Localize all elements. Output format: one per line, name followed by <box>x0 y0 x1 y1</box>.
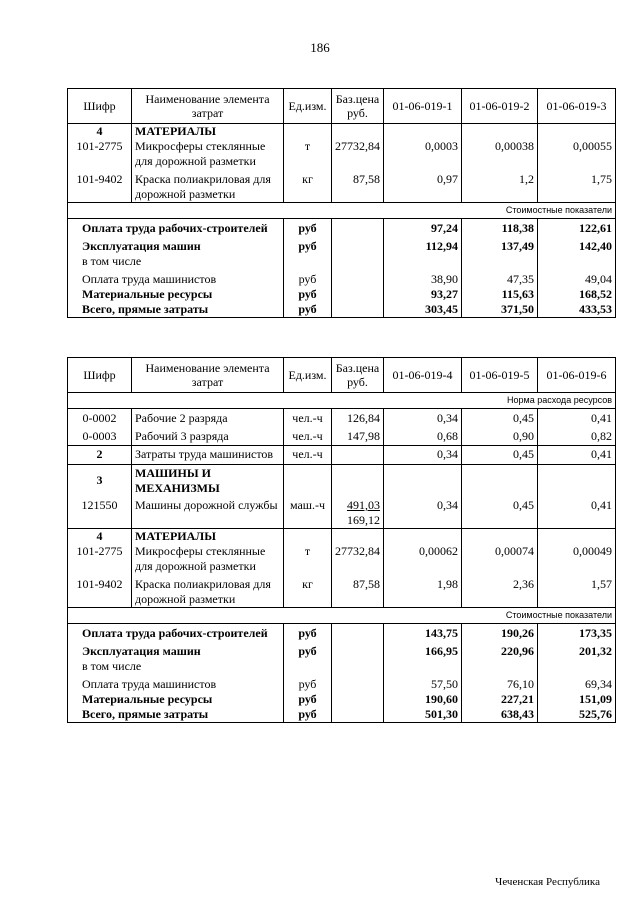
row-name: Рабочие 2 разряда <box>132 409 284 427</box>
cost-value: 137,49 <box>462 236 538 269</box>
row-code: 101-2775 <box>68 544 132 574</box>
cost-label-row <box>68 608 616 624</box>
table-row <box>68 169 616 203</box>
cost-value: 227,21 <box>462 692 538 707</box>
table-header <box>68 89 616 124</box>
cost-indicators-label: Стоимостные показатели <box>68 203 616 219</box>
section-row <box>68 465 616 497</box>
row-number: 2 <box>68 446 132 465</box>
header-price: Баз.цена руб. <box>332 89 384 124</box>
header-col-6: 01-06-019-6 <box>538 358 616 393</box>
header-col-3: 01-06-019-3 <box>538 89 616 124</box>
page-number: 186 <box>310 40 330 55</box>
header-col-1: 01-06-019-1 <box>384 89 462 124</box>
cost-row <box>68 707 616 723</box>
section-number: 4 <box>68 124 132 140</box>
row-value: 0,34 <box>384 496 462 529</box>
cost-indicators-label: Стоимостные показатели <box>68 608 616 624</box>
row-value: 0,41 <box>538 409 616 427</box>
cost-name: Оплата труда машинистов <box>68 269 284 287</box>
table-row <box>68 574 616 608</box>
cost-value: 57,50 <box>384 674 462 692</box>
cost-label-row <box>68 203 616 219</box>
header-col-4: 01-06-019-4 <box>384 358 462 393</box>
cost-value: 638,43 <box>462 707 538 723</box>
row-unit: чел.-ч <box>284 446 332 465</box>
cost-value: 49,04 <box>538 269 616 287</box>
row-value: 0,0003 <box>384 139 462 169</box>
cost-value: 173,35 <box>538 624 616 642</box>
cost-unit: руб <box>284 624 332 642</box>
row-price-secondary: 169,12 <box>347 513 380 527</box>
cost-row <box>68 287 616 302</box>
cost-value: 93,27 <box>384 287 462 302</box>
cost-row <box>68 219 616 237</box>
row-value: 0,00074 <box>462 544 538 574</box>
row-value: 0,45 <box>462 496 538 529</box>
row-name: Машины дорожной службы <box>132 496 284 529</box>
row-value: 0,34 <box>384 409 462 427</box>
cost-value: 142,40 <box>538 236 616 269</box>
cost-value: 151,09 <box>538 692 616 707</box>
row-value: 0,68 <box>384 426 462 446</box>
row-value: 0,90 <box>462 426 538 446</box>
section-number: 3 <box>68 465 132 497</box>
row-unit: т <box>284 139 332 169</box>
cost-value: 190,60 <box>384 692 462 707</box>
cost-value: 122,61 <box>538 219 616 237</box>
cost-name-cell <box>68 641 284 674</box>
cost-value: 112,94 <box>384 236 462 269</box>
cost-value: 38,90 <box>384 269 462 287</box>
header-unit: Ед.изм. <box>284 358 332 393</box>
row-price: 27732,84 <box>332 139 384 169</box>
row-code: 121550 <box>68 496 132 529</box>
row-price: 87,58 <box>332 169 384 203</box>
row-code: 101-9402 <box>68 169 132 203</box>
cost-unit: руб <box>284 674 332 692</box>
cost-row <box>68 269 616 287</box>
row-value: 2,36 <box>462 574 538 608</box>
cost-value: 201,32 <box>538 641 616 674</box>
cost-value: 166,95 <box>384 641 462 674</box>
row-unit: кг <box>284 169 332 203</box>
cost-value: 190,26 <box>462 624 538 642</box>
cost-subtitle: в том числе <box>82 254 142 268</box>
row-value: 0,00055 <box>538 139 616 169</box>
row-price: 147,98 <box>332 426 384 446</box>
cost-value: 97,24 <box>384 219 462 237</box>
section-number: 4 <box>68 529 132 545</box>
cost-name: Эксплуатация машин <box>82 239 201 253</box>
row-value: 1,98 <box>384 574 462 608</box>
row-value: 1,2 <box>462 169 538 203</box>
header-col-5: 01-06-019-5 <box>462 358 538 393</box>
cost-row <box>68 641 616 674</box>
table-row <box>68 496 616 529</box>
cost-row <box>68 236 616 269</box>
row-unit: чел.-ч <box>284 426 332 446</box>
row-name: Микросферы стеклянные для дорожной разметки <box>132 544 284 574</box>
table-header <box>68 358 616 393</box>
row-value: 1,75 <box>538 169 616 203</box>
row-name: Рабочий 3 разряда <box>132 426 284 446</box>
row-unit: маш.-ч <box>284 496 332 529</box>
cost-name: Всего, прямые затраты <box>68 707 284 723</box>
cost-value: 47,35 <box>462 269 538 287</box>
cost-unit: руб <box>284 707 332 723</box>
section-title: МАШИНЫ И МЕХАНИЗМЫ <box>132 465 284 497</box>
row-price: 126,84 <box>332 409 384 427</box>
row-code: 0-0003 <box>68 426 132 446</box>
cost-name: Всего, прямые затраты <box>68 302 284 318</box>
row-name: Затраты труда машинистов <box>132 446 284 465</box>
cost-value: 371,50 <box>462 302 538 318</box>
section-row <box>68 529 616 545</box>
row-name: Краска полиакриловая для дорожной разметки <box>132 169 284 203</box>
cost-value: 69,34 <box>538 674 616 692</box>
cost-name: Материальные ресурсы <box>68 692 284 707</box>
cost-unit: руб <box>284 287 332 302</box>
cost-name-cell <box>68 236 284 269</box>
cost-name: Оплата труда машинистов <box>68 674 284 692</box>
row-value: 0,41 <box>538 446 616 465</box>
row-code: 101-9402 <box>68 574 132 608</box>
row-unit: т <box>284 544 332 574</box>
norm-label-row <box>68 393 616 409</box>
resource-table-2 <box>67 357 616 723</box>
cost-row <box>68 692 616 707</box>
section-title: МАТЕРИАЛЫ <box>132 529 284 545</box>
cost-value: 220,96 <box>462 641 538 674</box>
row-value: 0,34 <box>384 446 462 465</box>
row-value: 1,57 <box>538 574 616 608</box>
cost-unit: руб <box>284 302 332 318</box>
cost-name: Эксплуатация машин <box>82 644 201 658</box>
row-unit: чел.-ч <box>284 409 332 427</box>
row-name: Микросферы стеклянные для дорожной разметки <box>132 139 284 169</box>
row-value: 0,97 <box>384 169 462 203</box>
row-price: 491,03 <box>347 498 380 512</box>
cost-value: 76,10 <box>462 674 538 692</box>
row-price-cell <box>332 496 384 529</box>
cost-value: 115,63 <box>462 287 538 302</box>
row-name: Краска полиакриловая для дорожной разметки <box>132 574 284 608</box>
cost-unit: руб <box>284 641 332 674</box>
header-col-2: 01-06-019-2 <box>462 89 538 124</box>
footer-region: Чеченская Республика <box>495 876 600 888</box>
cost-row <box>68 674 616 692</box>
cost-value: 501,30 <box>384 707 462 723</box>
header-name: Наименование элемента затрат <box>132 358 284 393</box>
row-value: 0,00038 <box>462 139 538 169</box>
cost-row <box>68 302 616 318</box>
row-code: 101-2775 <box>68 139 132 169</box>
header-code: Шифр <box>68 89 132 124</box>
section-row <box>68 124 616 140</box>
table-row <box>68 139 616 169</box>
cost-name: Оплата труда рабочих-строителей <box>68 219 284 237</box>
row-value: 0,45 <box>462 446 538 465</box>
row-price: 87,58 <box>332 574 384 608</box>
row-price: 27732,84 <box>332 544 384 574</box>
cost-name: Оплата труда рабочих-строителей <box>68 624 284 642</box>
cost-subtitle: в том числе <box>82 659 142 673</box>
section-title: МАТЕРИАЛЫ <box>132 124 284 140</box>
table-row <box>68 409 616 427</box>
cost-row <box>68 624 616 642</box>
table-row <box>68 426 616 446</box>
row-value: 0,45 <box>462 409 538 427</box>
header-code: Шифр <box>68 358 132 393</box>
row-unit: кг <box>284 574 332 608</box>
table-row <box>68 544 616 574</box>
header-unit: Ед.изм. <box>284 89 332 124</box>
norm-label: Норма расхода ресурсов <box>68 393 616 409</box>
cost-value: 143,75 <box>384 624 462 642</box>
cost-value: 433,53 <box>538 302 616 318</box>
cost-value: 303,45 <box>384 302 462 318</box>
cost-unit: руб <box>284 236 332 269</box>
cost-value: 118,38 <box>462 219 538 237</box>
row-code: 0-0002 <box>68 409 132 427</box>
row-value: 0,00049 <box>538 544 616 574</box>
table-row <box>68 446 616 465</box>
row-value: 0,82 <box>538 426 616 446</box>
resource-table-1 <box>67 88 616 318</box>
header-name: Наименование элемента затрат <box>132 89 284 124</box>
cost-unit: руб <box>284 692 332 707</box>
cost-value: 525,76 <box>538 707 616 723</box>
row-value: 0,41 <box>538 496 616 529</box>
cost-unit: руб <box>284 269 332 287</box>
cost-name: Материальные ресурсы <box>68 287 284 302</box>
cost-value: 168,52 <box>538 287 616 302</box>
row-value: 0,00062 <box>384 544 462 574</box>
header-price: Баз.цена руб. <box>332 358 384 393</box>
cost-unit: руб <box>284 219 332 237</box>
